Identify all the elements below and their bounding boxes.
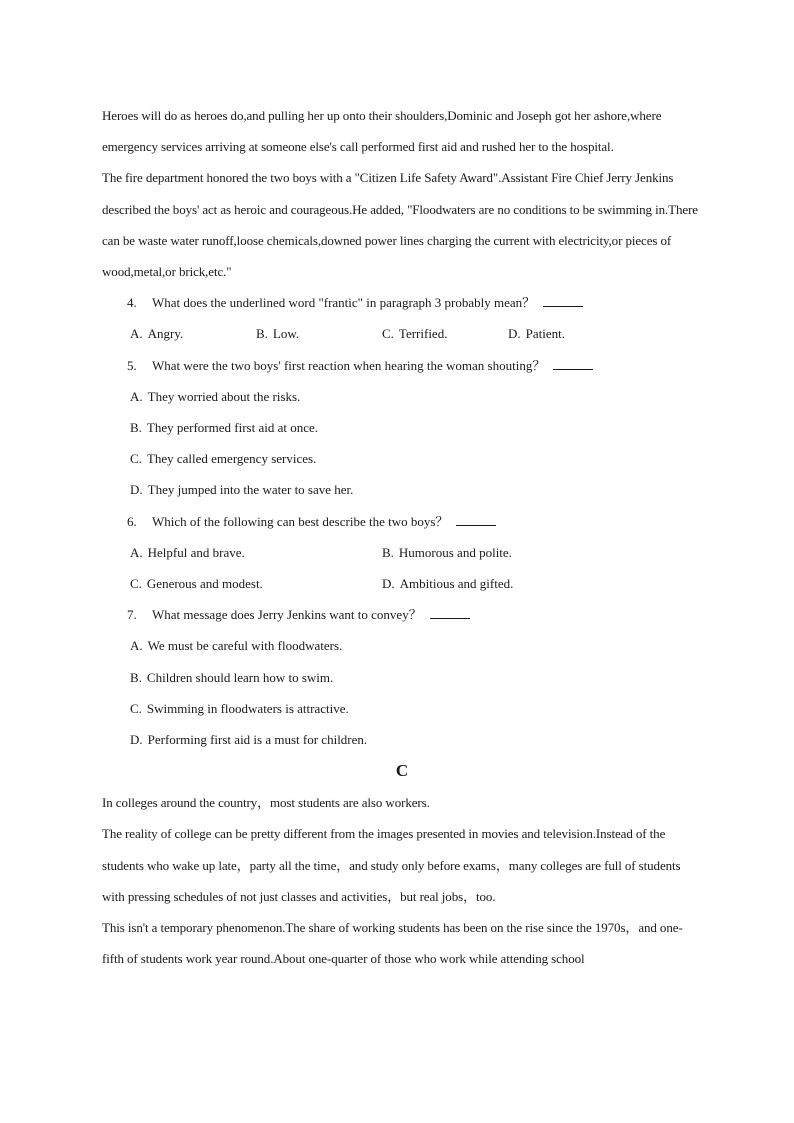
question-number: 5. — [127, 357, 137, 373]
passage-c-paragraph-1: In colleges around the country，most students are also workers. — [102, 795, 430, 811]
answer-blank[interactable] — [553, 359, 593, 370]
question-7 — [102, 599, 702, 630]
question-number: 7. — [127, 607, 137, 623]
question-number: 4. — [127, 295, 137, 311]
option-d[interactable]: D. Performing first aid is a must for children. — [130, 732, 368, 748]
question-text: What does the underlined word "frantic" in paragraph 3 probably mean？ — [152, 295, 536, 311]
answer-blank[interactable] — [430, 608, 470, 619]
option-b[interactable]: B. Children should learn how to swim. — [130, 669, 334, 685]
option-a[interactable]: A. Helpful and brave. — [130, 544, 245, 560]
question-4-options — [102, 318, 702, 349]
question-6-options-ab — [102, 537, 702, 568]
option-d[interactable]: D. They jumped into the water to save her. — [130, 482, 354, 498]
option-a[interactable]: A. Angry. — [130, 326, 184, 342]
question-number: 6. — [127, 513, 137, 529]
question-text: Which of the following can best describe the two boys？ — [152, 513, 449, 529]
option-a[interactable]: A. They worried about the risks. — [130, 388, 301, 404]
section-title: C — [395, 761, 409, 781]
option-b[interactable]: B. They performed first aid at once. — [130, 420, 319, 436]
document-page — [102, 100, 702, 974]
option-d[interactable]: D. Ambitious and gifted. — [382, 576, 514, 592]
question-text: What were the two boys' first reaction when hearing the woman shouting？ — [152, 357, 546, 373]
answer-blank[interactable] — [456, 515, 496, 526]
passage-b-paragraph-2: The fire department honored the two boys with a "Citizen Life Safety Award".Assistant Fire Chief Jerry Jenkins described the boys' act as heroic and courageous.He added, "Floodwaters are no conditions to be swimming in.There can be waste water runoff,loose chemicals,downed power lines charging the current with electricity,or pieces of wood,metal,or brick,etc." — [102, 170, 698, 280]
option-c[interactable]: C. Generous and modest. — [130, 576, 263, 592]
option-d[interactable]: D. Patient. — [508, 326, 565, 342]
question-6 — [102, 506, 702, 537]
question-5 — [102, 350, 702, 381]
option-a[interactable]: A. We must be careful with floodwaters. — [130, 638, 343, 654]
option-b[interactable]: B. Humorous and polite. — [382, 544, 512, 560]
option-c[interactable]: C. They called emergency services. — [130, 451, 317, 467]
option-b[interactable]: B. Low. — [256, 326, 300, 342]
answer-blank[interactable] — [543, 296, 583, 307]
option-c[interactable]: C. Terrified. — [382, 326, 448, 342]
passage-c-paragraph-3: This isn't a temporary phenomenon.The share of working students has been on the rise since the 1970s，and one-fifth of students work year round.About one-quarter of those who work while attending school — [102, 920, 683, 967]
question-4 — [102, 287, 702, 318]
passage-b-paragraph-1: Heroes will do as heroes do,and pulling her up onto their shoulders,Dominic and Joseph got her ashore,where emergency services arriving at someone else's call performed first aid and rushed her to the hospital. — [102, 108, 662, 155]
question-6-options-cd — [102, 568, 702, 599]
option-c[interactable]: C. Swimming in floodwaters is attractive. — [130, 700, 349, 716]
passage-c-paragraph-2: The reality of college can be pretty different from the images presented in movies and television.Instead of the students who wake up late，party all the time，and study only before exams，many colleges are full of students with pressing schedules of not just classes and activities，but real jobs，too. — [102, 826, 681, 904]
question-text: What message does Jerry Jenkins want to convey？ — [152, 607, 422, 623]
